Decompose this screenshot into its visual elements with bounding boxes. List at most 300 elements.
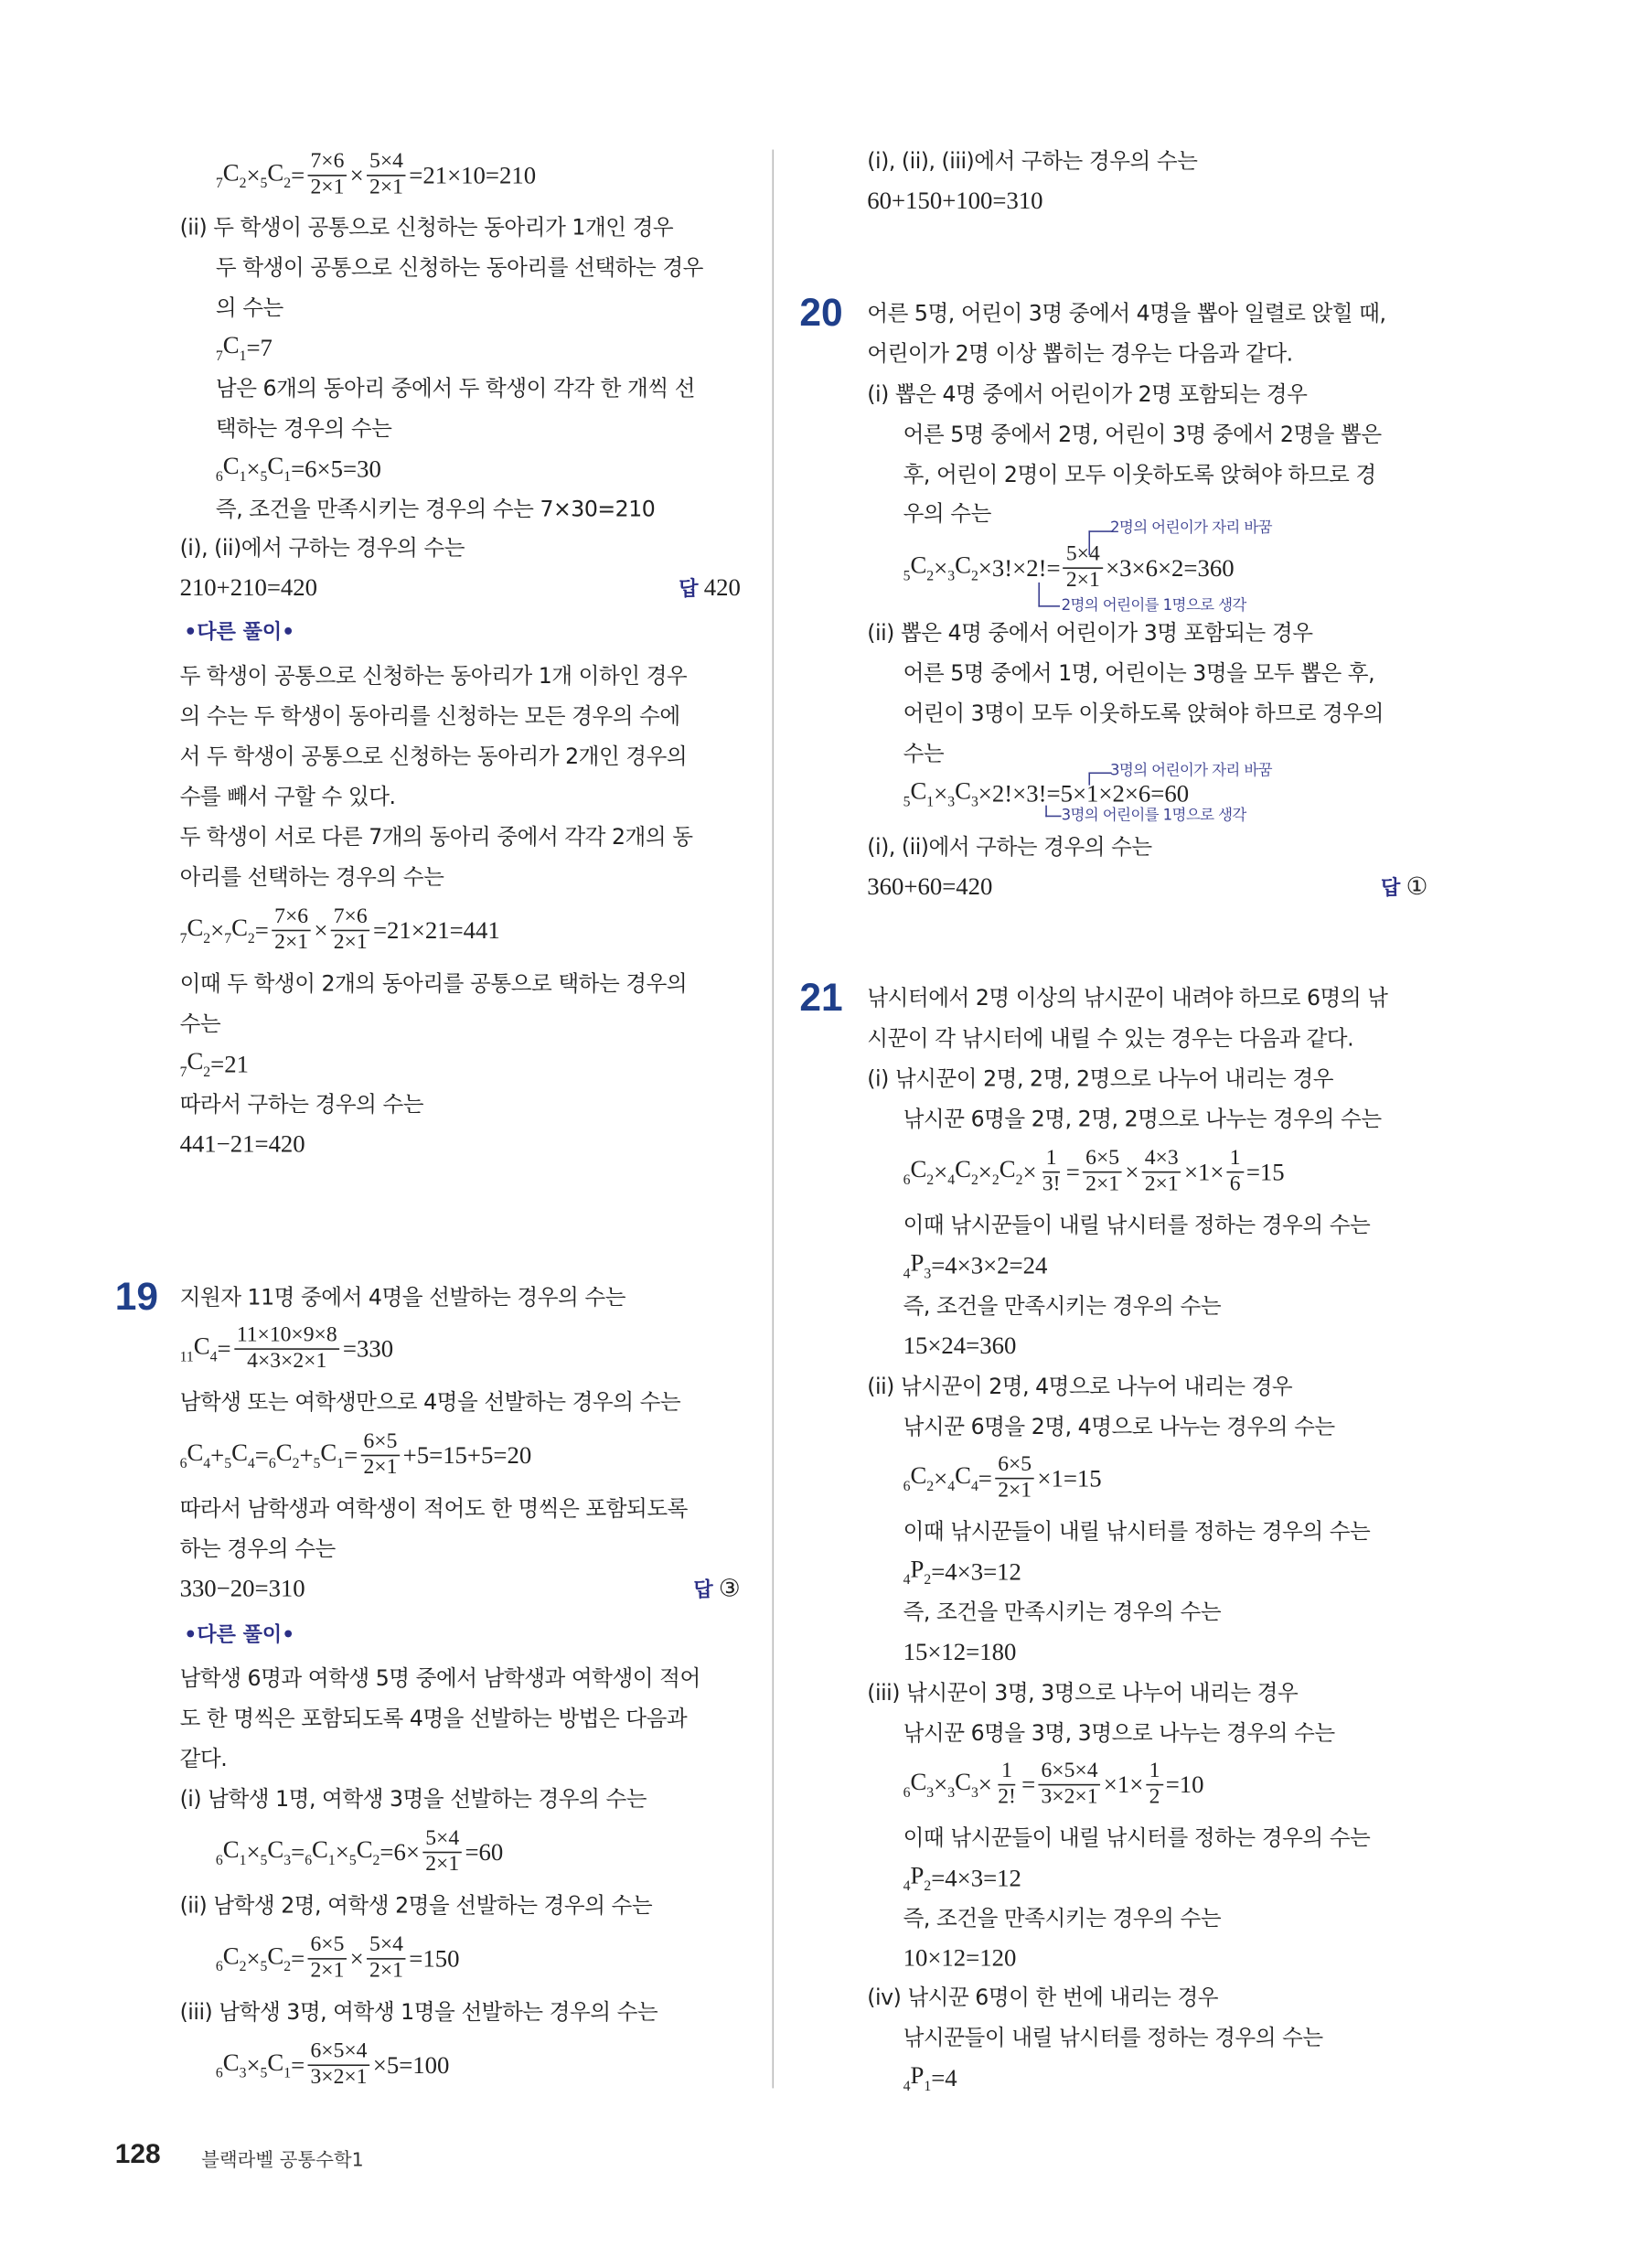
math-text: ×3×6×2=360	[1106, 553, 1235, 582]
combination-symbol	[261, 451, 292, 487]
math-text: =15	[1245, 1157, 1285, 1185]
text-line	[903, 658, 1375, 690]
text-line	[867, 186, 1042, 218]
formula-line	[903, 1455, 1102, 1503]
math-text: =21×10=210	[409, 161, 537, 189]
annotation-text: 2명의 어린이가 자리 바꿈	[1110, 519, 1273, 537]
line-text: 수를 빼서 구할 수 있다.	[179, 784, 396, 810]
math-expression	[215, 1826, 504, 1877]
formula-line	[903, 2060, 957, 2096]
text-line	[903, 698, 1384, 730]
line-text: 즉, 조건을 만족시키는 경우의 수는	[903, 1292, 1222, 1320]
line-text: (ii) 뽑은 4명 중에서 어린이가 3명 포함되는 경우	[867, 619, 1313, 647]
subscript: 2	[247, 931, 255, 947]
math-text: =	[254, 915, 269, 944]
symbol-letter: P	[910, 1555, 925, 1583]
line-text: 441−21=420	[179, 1130, 305, 1158]
math-text: ×	[246, 161, 261, 189]
formula-line	[216, 2041, 450, 2089]
annotation-note	[1110, 512, 1272, 544]
text-line	[903, 1210, 1371, 1242]
math-text: =	[344, 1440, 358, 1469]
math-text: ×	[335, 1837, 349, 1866]
formula-line	[903, 1247, 1048, 1283]
text-line	[867, 872, 992, 904]
symbol-letter: C	[955, 551, 971, 579]
symbol-letter: C	[910, 776, 927, 805]
text-line	[216, 372, 695, 404]
math-text: =	[217, 1334, 231, 1363]
symbol-letter: C	[267, 2049, 284, 2077]
formula-line	[903, 544, 1235, 592]
pre-subscript: 3	[947, 568, 956, 585]
text-line	[867, 298, 1385, 330]
text-line	[903, 459, 1376, 491]
subscript: 4	[247, 1456, 255, 1472]
subscript: 2	[292, 1456, 300, 1472]
line-text: 택하는 경우의 수는	[215, 415, 392, 442]
symbol-letter: C	[955, 1768, 971, 1796]
line-text: 남은 6개의 동아리 중에서 두 학생이 각각 한 개씩 선	[215, 375, 695, 401]
math-text: ×	[349, 161, 364, 189]
math-text: ×3!×2!=	[978, 553, 1061, 582]
line-text: 수는	[903, 740, 945, 767]
combination-symbol	[269, 1438, 300, 1473]
line-text: 10×12=120	[903, 1944, 1017, 1973]
subscript: 2	[239, 176, 247, 192]
annotation-text: 3명의 어린이를 1명으로 생각	[1061, 807, 1246, 825]
line-text: (ii) 두 학생이 공통으로 신청하는 동아리가 1개인 경우	[179, 214, 674, 241]
text-line	[180, 1703, 688, 1735]
symbol-letter: C	[231, 1439, 248, 1467]
formula-line	[903, 1554, 1021, 1589]
formula-line	[216, 451, 381, 487]
pre-subscript: 6	[215, 469, 223, 486]
subscript: 1	[283, 2066, 292, 2082]
math-text: ×1×	[1183, 1157, 1224, 1185]
numerator: 5×4	[367, 1935, 406, 1960]
math-expression	[179, 1429, 532, 1480]
problem-number: 20	[799, 291, 843, 335]
denominator: 2×1	[369, 176, 403, 199]
line-text: 낚시꾼 6명을 3명, 3명으로 나누는 경우의 수는	[903, 1719, 1335, 1747]
symbol-letter: C	[955, 1461, 971, 1490]
math-expression	[216, 1935, 460, 1983]
pre-subscript: 5	[224, 1456, 232, 1472]
combination-symbol	[903, 776, 935, 811]
math-text: ×	[314, 915, 328, 944]
line-text: (i), (ii)에서 구하는 경우의 수는	[867, 834, 1152, 861]
symbol-letter: C	[275, 1439, 293, 1467]
symbol-letter: C	[955, 776, 971, 805]
answer	[1381, 873, 1428, 902]
math-text: =6×5=30	[291, 454, 381, 482]
line-text: 어른 5명 중에서 1명, 어린이는 3명을 모두 뽑은 후,	[903, 659, 1375, 687]
numerator: 1	[1146, 1761, 1162, 1786]
pre-subscript: 5	[260, 1853, 268, 1869]
math-text: =4×3=12	[931, 1864, 1021, 1891]
math-expression	[216, 330, 273, 366]
combination-symbol	[947, 551, 978, 586]
pre-subscript: 7	[179, 1064, 187, 1081]
combination-symbol	[216, 1941, 247, 1976]
math-text: =	[1021, 1770, 1036, 1798]
symbol-letter: C	[267, 158, 284, 187]
math-text: =	[291, 2050, 305, 2079]
math-expression	[216, 152, 536, 199]
math-text: =6×	[380, 1837, 420, 1866]
denominator: 2×1	[310, 176, 345, 199]
line-text: 이때 낚시꾼들이 내릴 낚시터를 정하는 경우의 수는	[903, 1518, 1371, 1545]
line-text: 두 학생이 서로 다른 7개의 동아리 중에서 각각 2개의 동	[179, 824, 693, 850]
line-text: (i) 남학생 1명, 여학생 3명을 선발하는 경우의 수는	[179, 1786, 647, 1813]
numerator: 1	[999, 1761, 1015, 1786]
answer-label: 답	[1381, 877, 1401, 901]
combination-symbol	[261, 1941, 292, 1976]
symbol-letter: C	[222, 1835, 240, 1864]
formula-line	[179, 1429, 532, 1480]
fraction	[272, 904, 311, 955]
subscript: 2	[926, 1172, 935, 1189]
line-text: 아리를 선택하는 경우의 수는	[179, 864, 444, 891]
line-text: 지원자 11명 중에서 4명을 선발하는 경우의 수는	[179, 1284, 626, 1311]
fraction	[1227, 1149, 1244, 1196]
combination-symbol	[947, 776, 978, 811]
math-text: =21×21=441	[372, 915, 500, 944]
fraction	[367, 1935, 406, 1983]
subscript: 2	[203, 1064, 211, 1081]
text-line	[903, 1943, 1017, 1975]
alt-solution-heading	[184, 1620, 294, 1652]
math-text: ×	[934, 1463, 948, 1492]
text-line	[903, 1103, 1382, 1135]
page-number: 128	[114, 2140, 161, 2171]
symbol-letter: C	[910, 1155, 927, 1183]
annotation-bracket	[1038, 583, 1060, 607]
text-line	[180, 1281, 625, 1313]
combination-symbol	[903, 1247, 932, 1283]
subscript: 2	[970, 1172, 978, 1189]
combination-symbol	[180, 1331, 218, 1366]
math-text: =60	[465, 1837, 504, 1866]
combination-symbol	[180, 1046, 211, 1082]
numerator: 7×6	[272, 907, 311, 932]
pre-subscript: 5	[260, 2066, 268, 2082]
fraction	[1038, 1761, 1100, 1809]
text-line	[180, 701, 680, 733]
text-line	[867, 379, 1307, 411]
symbol-letter: P	[910, 1861, 925, 1889]
line-text: 어른 5명, 어린이 3명 중에서 4명을 뽑아 일렬로 앉힐 때,	[867, 300, 1386, 326]
alt-solution-label: •다른 풀이•	[184, 621, 295, 645]
math-expression	[180, 1046, 249, 1082]
denominator: 2×1	[369, 1959, 403, 1983]
formula-line	[216, 152, 536, 199]
line-text: 60+150+100=310	[867, 187, 1043, 215]
text-line	[903, 1717, 1335, 1749]
column-divider	[772, 150, 774, 2089]
answer-value: ③	[718, 1574, 741, 1602]
denominator: 2×1	[310, 1959, 345, 1983]
combination-symbol	[216, 451, 247, 487]
text-line	[180, 572, 317, 604]
line-text: 우의 수는	[903, 500, 991, 527]
combination-symbol	[224, 1438, 255, 1473]
math-text: ×	[1125, 1157, 1139, 1185]
line-text: (ii) 남학생 2명, 여학생 2명을 선발하는 경우의 수는	[179, 1892, 653, 1919]
combination-symbol	[261, 2048, 292, 2083]
pre-subscript: 7	[215, 176, 223, 192]
subscript: 4	[209, 1349, 218, 1366]
pre-subscript: 2	[991, 1172, 1000, 1189]
pre-subscript: 6	[305, 1853, 313, 1869]
alt-solution-label: •다른 풀이•	[184, 1623, 295, 1647]
formula-line	[216, 1935, 460, 1983]
math-text: =10	[1165, 1770, 1204, 1798]
numerator: 1	[1043, 1149, 1060, 1173]
symbol-letter: C	[187, 1047, 204, 1075]
combination-symbol	[903, 1154, 935, 1190]
symbol-letter: C	[999, 1155, 1016, 1183]
subscript: 2	[926, 568, 935, 585]
math-text: =4	[931, 2063, 957, 2091]
math-text: =	[291, 161, 305, 189]
text-line	[180, 1492, 688, 1524]
text-line	[216, 292, 283, 324]
line-text: (i), (ii), (iii)에서 구하는 경우의 수는	[867, 147, 1198, 175]
math-expression	[903, 1247, 1048, 1283]
numerator: 5×4	[367, 152, 406, 177]
fraction	[367, 152, 406, 199]
symbol-letter: C	[267, 1835, 284, 1864]
answer-label: 답	[693, 1578, 713, 1602]
numerator: 6×5	[307, 1935, 347, 1960]
line-text: (i), (ii)에서 구하는 경우의 수는	[179, 535, 465, 562]
math-text: ×1×	[1103, 1770, 1144, 1798]
numerator: 5×4	[1064, 544, 1103, 569]
math-text: ×	[246, 454, 261, 482]
math-text: =	[291, 1837, 305, 1866]
fraction	[1040, 1149, 1064, 1196]
text-line	[903, 2022, 1323, 2054]
fraction	[360, 1429, 400, 1480]
line-text: 이때 낚시꾼들이 내릴 낚시터를 정하는 경우의 수는	[903, 1212, 1371, 1239]
text-line	[180, 1783, 647, 1815]
math-text: ×	[934, 779, 948, 808]
pre-subscript: 5	[903, 568, 911, 585]
subscript: 2	[203, 931, 211, 947]
text-line	[180, 1129, 305, 1161]
pre-subscript: 6	[215, 1959, 223, 1975]
math-expression	[179, 904, 500, 955]
combination-symbol	[992, 1154, 1023, 1190]
math-text: ×	[934, 553, 948, 582]
combination-symbol	[216, 2048, 247, 2083]
text-line	[216, 251, 703, 284]
denominator: 2	[1149, 1785, 1160, 1809]
text-line	[216, 493, 655, 525]
line-text: 수는	[179, 1011, 221, 1037]
formula-line	[903, 1761, 1204, 1809]
subscript: 3	[970, 1785, 978, 1802]
line-text: 따라서 남학생과 여학생이 적어도 한 명씩은 포함되도록	[179, 1495, 688, 1522]
subscript: 1	[239, 1853, 247, 1869]
subscript: 3	[926, 1785, 935, 1802]
combination-symbol	[903, 551, 935, 586]
text-line	[867, 1982, 1218, 2014]
line-text: 하는 경우의 수는	[179, 1535, 336, 1562]
pre-subscript: 4	[947, 1479, 956, 1495]
combination-symbol	[947, 1154, 978, 1190]
text-line	[867, 1022, 1353, 1054]
denominator: 3!	[1042, 1172, 1061, 1196]
pre-subscript: 7	[179, 931, 187, 947]
pre-subscript: 3	[947, 794, 956, 811]
math-text: +	[210, 1440, 225, 1469]
combination-symbol	[305, 1835, 336, 1870]
subscript: 3	[283, 1853, 292, 1869]
annotation-bracket	[1088, 530, 1111, 555]
math-text: ×	[246, 1944, 261, 1973]
book-title: 블랙라벨 공통수학1	[201, 2150, 364, 2172]
pre-subscript: 6	[903, 1172, 911, 1189]
pre-subscript: 4	[903, 1878, 911, 1895]
pre-subscript: 5	[260, 176, 268, 192]
denominator: 3×2×1	[1041, 1785, 1098, 1809]
numerator: 6×5×4	[307, 2041, 369, 2066]
fraction	[995, 1455, 1034, 1503]
math-text: =330	[342, 1334, 394, 1363]
math-text: ×	[246, 1837, 261, 1866]
numerator: 7×6	[307, 152, 347, 177]
answer-value: 420	[703, 573, 741, 602]
subscript: 2	[239, 1959, 247, 1975]
numerator: 7×6	[331, 907, 370, 932]
symbol-letter: C	[222, 158, 240, 187]
denominator: 2×1	[333, 931, 368, 955]
subscript: 2	[924, 1572, 932, 1589]
math-text: =	[291, 1944, 305, 1973]
text-line	[867, 982, 1387, 1014]
symbol-letter: C	[910, 1461, 927, 1490]
subscript: 1	[926, 794, 935, 811]
fraction	[234, 1325, 340, 1373]
math-expression	[903, 1455, 1102, 1503]
math-text: ×	[934, 1157, 948, 1185]
math-text: +	[299, 1440, 314, 1469]
pre-subscript: 6	[903, 1785, 911, 1802]
combination-symbol	[216, 1835, 247, 1870]
math-expression	[903, 1149, 1285, 1196]
math-text: ×	[210, 915, 225, 944]
pre-subscript: 11	[179, 1349, 194, 1366]
formula-line	[903, 1860, 1021, 1896]
subscript: 2	[926, 1479, 935, 1495]
line-text: 의 수는	[215, 294, 283, 321]
math-expression	[903, 1761, 1204, 1809]
problem-number: 19	[114, 1275, 159, 1319]
pre-subscript: 4	[903, 1572, 911, 1589]
denominator: 4×3×2×1	[247, 1349, 327, 1374]
math-text: =	[978, 1463, 992, 1492]
line-text: 360+60=420	[867, 872, 993, 901]
subscript: 1	[924, 2079, 932, 2095]
symbol-letter: C	[187, 1439, 204, 1467]
math-expression	[903, 1860, 1021, 1896]
symbol-letter: P	[910, 2061, 925, 2090]
combination-symbol	[314, 1438, 345, 1473]
subscript: 1	[239, 348, 247, 365]
line-text: 210+210=420	[179, 573, 318, 602]
line-text: 남학생 6명과 여학생 5명 중에서 남학생과 여학생이 적어	[179, 1665, 700, 1692]
pre-subscript: 6	[215, 2066, 223, 2082]
combination-symbol	[180, 913, 211, 948]
subscript: 1	[337, 1456, 345, 1472]
text-line	[180, 1533, 336, 1565]
line-text: 후, 어린이 2명이 모두 이웃하도록 앉혀야 하므로 경	[903, 461, 1376, 488]
line-text: (i) 낚시꾼이 2명, 2명, 2명으로 나누어 내리는 경우	[867, 1065, 1334, 1092]
subscript: 1	[327, 1853, 336, 1869]
line-text: 두 학생이 공통으로 신청하는 동아리가 1개 이하인 경우	[179, 662, 688, 690]
text-line	[216, 412, 392, 444]
line-text: 어린이 3명이 모두 이웃하도록 앉혀야 하므로 경우의	[903, 700, 1384, 727]
formula-line	[903, 1149, 1285, 1196]
line-text: (iii) 남학생 3명, 여학생 1명을 선발하는 경우의 수는	[179, 1998, 658, 2026]
line-text: 이때 낚시꾼들이 내릴 낚시터를 정하는 경우의 수는	[903, 1824, 1371, 1851]
numerator: 6×5×4	[1038, 1761, 1100, 1786]
line-text: 낚시꾼 6명을 2명, 2명, 2명으로 나누는 경우의 수는	[903, 1106, 1382, 1132]
line-text: (iv) 낚시꾼 6명이 한 번에 내리는 경우	[867, 1984, 1219, 2011]
line-text: 이때 두 학생이 2개의 동아리를 공통으로 택하는 경우의	[179, 970, 688, 997]
denominator: 2×1	[1065, 568, 1100, 593]
denominator: 3×2×1	[310, 2066, 368, 2090]
numerator: 11×10×9×8	[234, 1325, 340, 1350]
math-expression	[180, 1325, 394, 1373]
numerator: 1	[1227, 1149, 1244, 1173]
text-line	[180, 1743, 228, 1775]
numerator: 6×5	[1083, 1149, 1122, 1173]
math-text: =	[254, 1440, 269, 1469]
combination-symbol	[261, 157, 292, 193]
fraction	[331, 904, 370, 955]
line-text: 같다.	[179, 1746, 228, 1772]
text-line	[867, 617, 1312, 649]
math-text: ×1=15	[1037, 1463, 1102, 1492]
numerator: 4×3	[1142, 1149, 1181, 1173]
pre-subscript: 6	[903, 1479, 911, 1495]
fraction	[1142, 1149, 1181, 1196]
formula-line	[179, 904, 500, 955]
text-line	[180, 861, 444, 893]
line-text: 어른 5명 중에서 2명, 어린이 3명 중에서 2명을 뽑은	[903, 421, 1382, 448]
symbol-letter: C	[267, 452, 284, 480]
fraction	[995, 1761, 1019, 1809]
text-line	[180, 1889, 653, 1921]
subscript: 3	[239, 2066, 247, 2082]
subscript: 4	[970, 1479, 978, 1495]
symbol-letter: C	[187, 914, 204, 942]
line-text: 즉, 조건을 만족시키는 경우의 수는	[903, 1905, 1222, 1932]
denominator: 6	[1229, 1172, 1241, 1196]
pre-subscript: 7	[224, 931, 232, 947]
line-text: 낚시꾼들이 내릴 낚시터를 정하는 경우의 수는	[903, 2025, 1323, 2051]
pre-subscript: 5	[260, 1959, 268, 1975]
text-line	[867, 338, 1292, 370]
line-text: 도 한 명씩은 포함되도록 4명을 선발하는 방법은 다음과	[179, 1706, 688, 1732]
combination-symbol	[947, 1767, 978, 1803]
text-line	[180, 1386, 681, 1418]
text-line	[867, 1371, 1292, 1403]
